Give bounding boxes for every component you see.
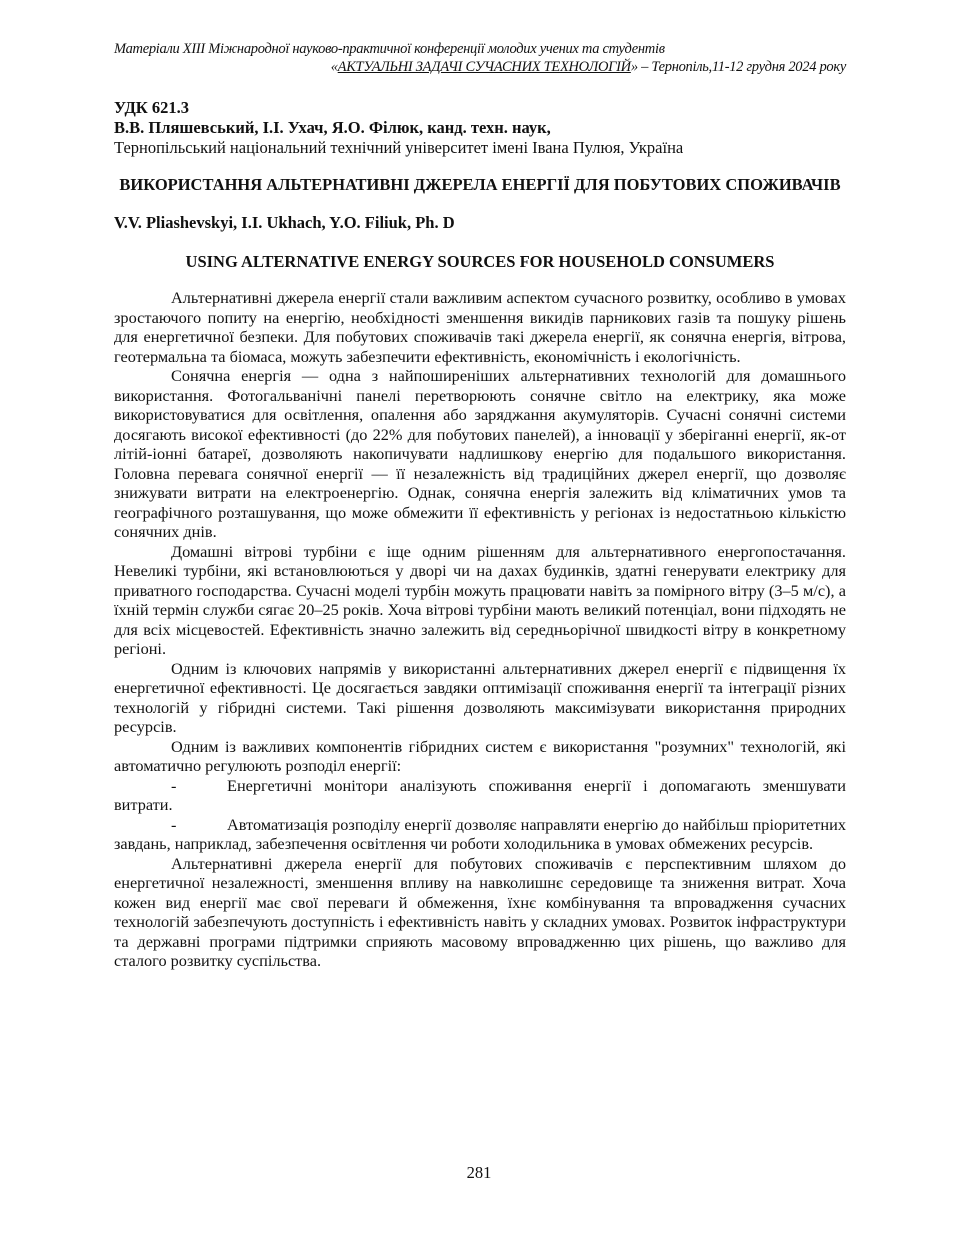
list-item-text: Автоматизація розподілу енергії дозволяє направляти енергію до найбільш пріоритетних завдань, наприклад, забезпечення освітлення чи роботи холодильника в умовах обмежених ресурсів. bbox=[114, 814, 846, 853]
paragraph-smart-tech: Одним із важливих компонентів гібридних систем є використання "розумних" технологій, які автоматично регулюють розподіл енергії: bbox=[114, 736, 846, 775]
paragraph-intro: Альтернативні джерела енергії стали важливим аспектом сучасного розвитку, особливо в умовах зростаючого попиту на енергію, необхідності зменшення викидів парникових газів та пошуку рішень для енергетичної безпеки. Для побутових споживачів такі джерела енергії, як сонячна енергія, вітрова, геотермальна та біомаса, можуть забезпечити ефективність, економічність і екологічність. bbox=[114, 288, 846, 366]
paragraph-efficiency: Одним із ключових напрямів у використанні альтернативних джерел енергії є підвищення їх енергетичної ефективності. Це досягається завдяки оптимізації споживання енергії та інтеграції різних технологій у гібридні системи. Такі рішення дозволяють максимізувати використання природних ресурсів. bbox=[114, 658, 846, 736]
list-dash: - bbox=[171, 775, 177, 795]
paragraph-conclusion: Альтернативні джерела енергії для побутових споживачів є перспективним шляхом до енергетичної незалежності, зменшення впливу на навколишнє середовище та зниження витрат. Хоча кожен вид енергії має свої переваги й обмеження, їхнє комбінування та впровадження сучасних технологій забезпечують доступність і ефективність навіть у складних умовах. Розвиток інфраструктури та державні програми підтримки сприяють масовому впровадженню цих рішень, що важливо для сталого розвитку суспільства. bbox=[114, 853, 846, 970]
affiliation: Тернопільський національний технічний університет імені Івана Пулюя, Україна bbox=[114, 138, 684, 157]
conference-name: АКТУАЛЬНІ ЗАДАЧІ СУЧАСНИХ ТЕХНОЛОГІЙ bbox=[337, 59, 631, 75]
title-en: USING ALTERNATIVE ENERGY SOURCES FOR HOUSEHOLD CONSUMERS bbox=[185, 252, 775, 271]
paragraph-solar: Сонячна енергія — одна з найпоширеніших альтернативних технологій для домашнього використання. Фотогальванічні панелі перетворюють сонячне світло на електрику, яка може використовуватися для освітлення, опалення або заряджання акумуляторів. Сучасні сонячні системи досягають високої ефективності (до 22% для побутових панелей), а інновації у зберіганні енергії, як-от літій-іонні батареї, дозволяють накопичувати надлишкову енергію для подальшого використання. Головна перевага сонячної енергії — її незалежність від традиційних джерел енергії, що дозволяє знижувати витрати на електроенергію. Однак, сонячна енергія залежить від кліматичних умов та географічного розташування, що може обмежити її ефективність у регіонах із недостатньою кількістю сонячних днів. bbox=[114, 366, 846, 541]
page-number: 281 bbox=[466, 1163, 492, 1182]
conference-header-line2 bbox=[114, 58, 846, 76]
authors-en: V.V. Pliashevskyi, I.I. Ukhach, Y.O. Filiuk, Ph. D bbox=[114, 213, 455, 232]
list-dash: - bbox=[171, 814, 177, 834]
list-item bbox=[114, 815, 846, 854]
header-place-date: » – Тернопіль,11-12 грудня 2024 року bbox=[630, 59, 846, 75]
paragraph-wind: Домашні вітрові турбіни є іще одним рішенням для альтернативного енергопостачання. Невеликі турбіни, які встановлюються у дворі чи на дахах будинків, здатні генерувати електрику для приватного господарства. Сучасні моделі турбін можуть працювати навіть за помірного вітру (3–5 м/с), а їхній термін служби сягає 20–25 років. Хоча вітрові турбіни мають великий потенціал, вони підходять не для всіх місцевостей. Ефективність значно залежить від середньорічної швидкості вітру в конкретному регіоні. bbox=[114, 541, 846, 658]
conference-header-line1: Матеріали XIII Міжнародної науково-практичної конференції молодих учених та студентів bbox=[114, 41, 665, 57]
title-ua: ВИКОРИСТАННЯ АЛЬТЕРНАТИВНІ ДЖЕРЕЛА ЕНЕРГІЇ ДЛЯ ПОБУТОВИХ СПОЖИВАЧІВ bbox=[119, 175, 841, 194]
list-item-text: Енергетичні монітори аналізують споживання енергії і допомагають зменшувати витрати. bbox=[114, 775, 846, 814]
article-body bbox=[114, 288, 846, 971]
authors-ua: В.В. Пляшевський, І.І. Ухач, Я.О. Філюк, канд. техн. наук, bbox=[114, 118, 551, 137]
udk-code: УДК 621.3 bbox=[114, 98, 190, 117]
header-quote-open: « bbox=[330, 59, 338, 75]
paper-page bbox=[114, 40, 846, 971]
list-item bbox=[114, 776, 846, 815]
